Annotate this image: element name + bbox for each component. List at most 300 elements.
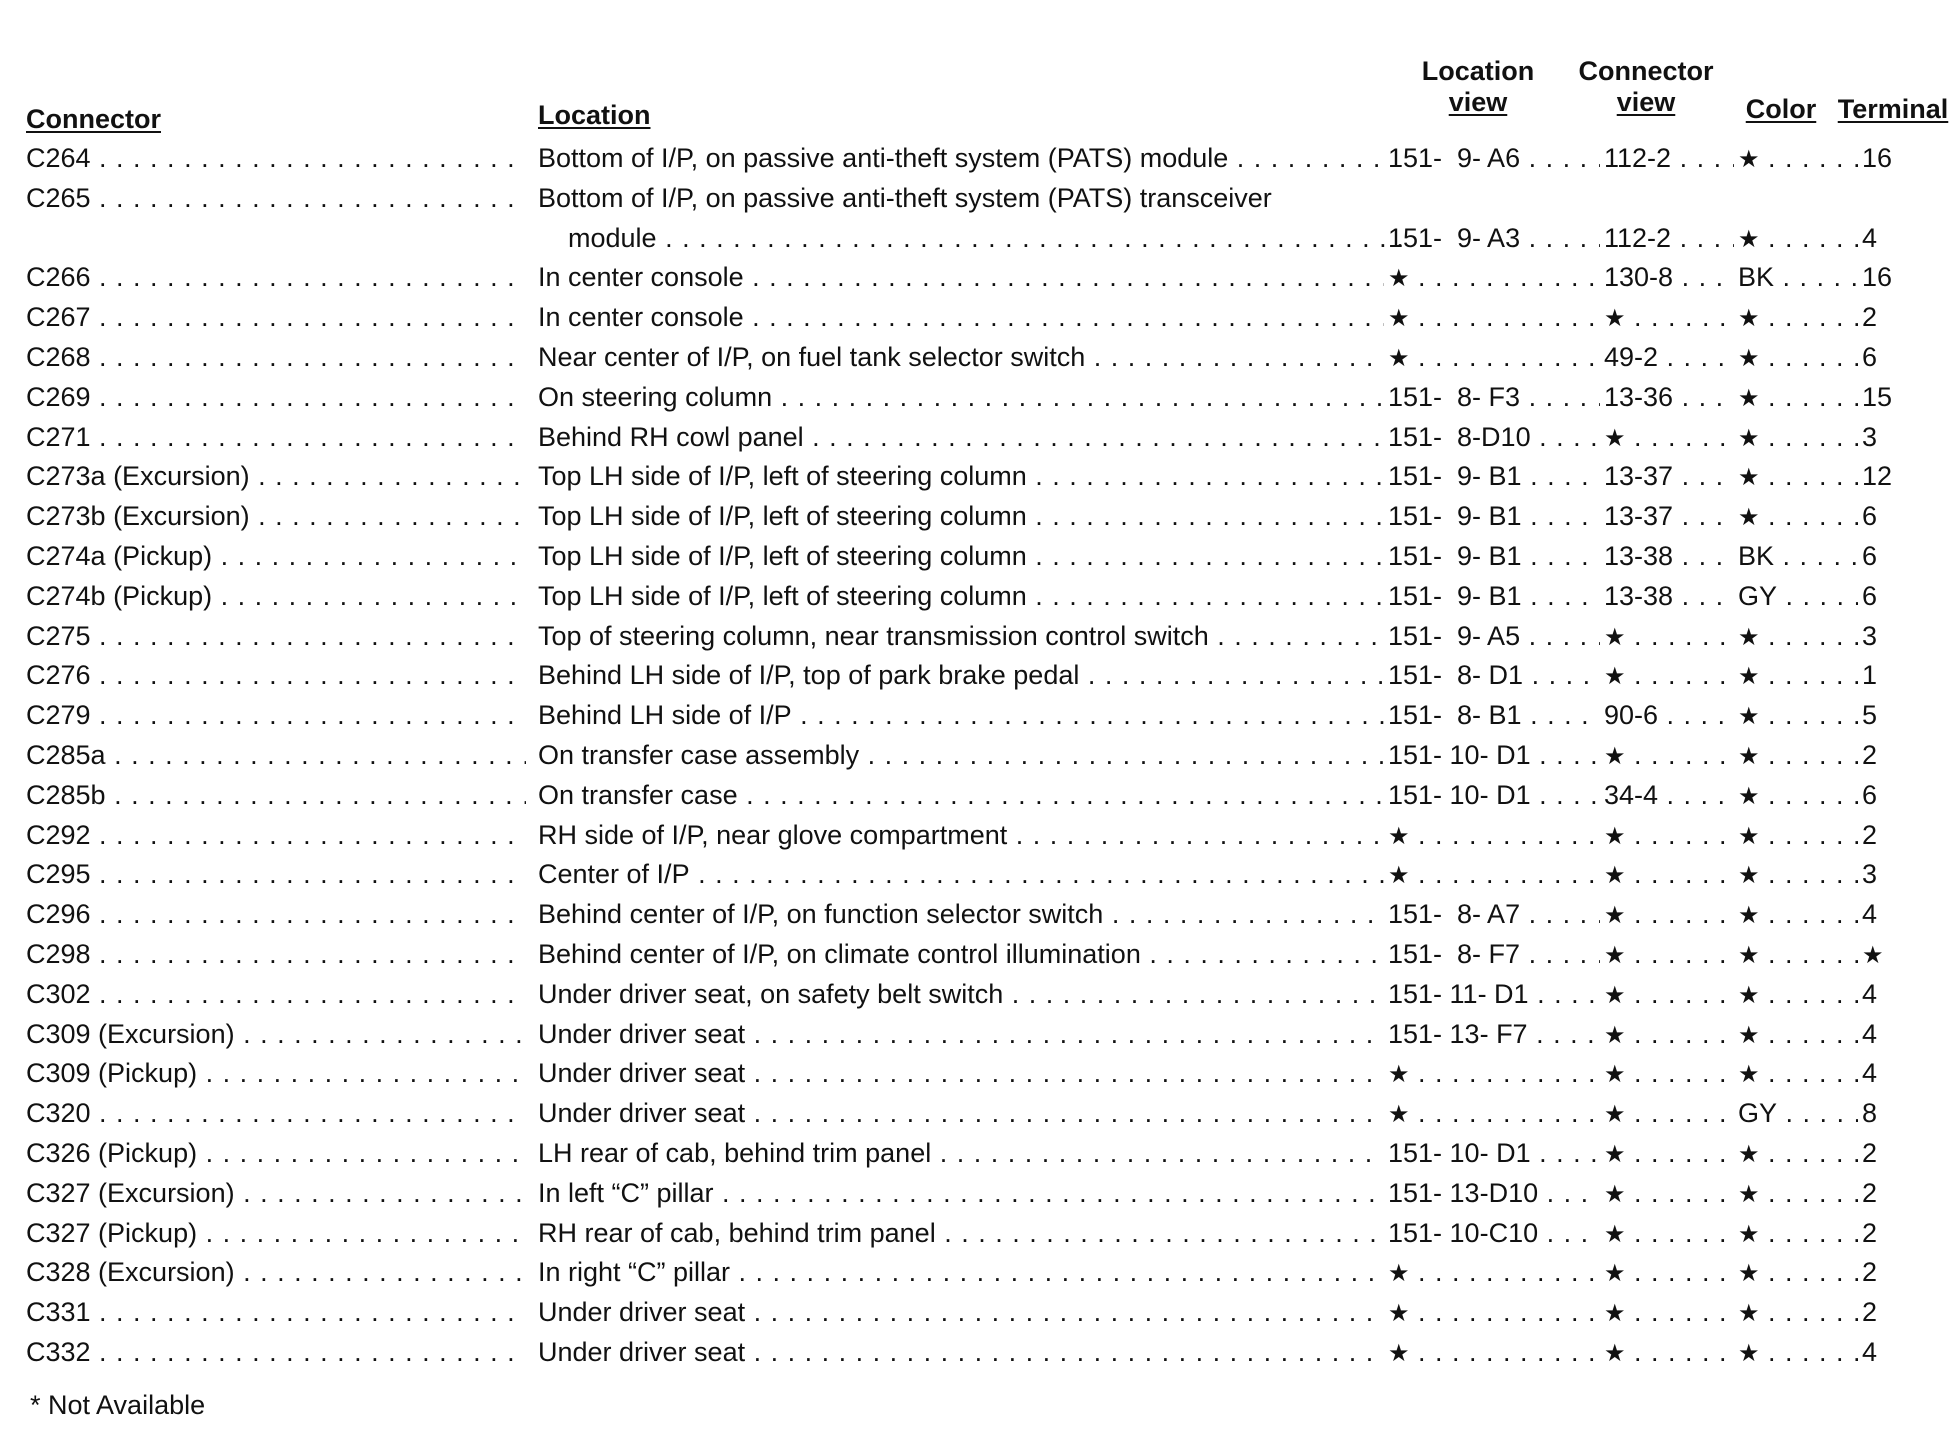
location-description [538, 257, 1384, 297]
wire-color-text: ★ [1738, 1260, 1760, 1287]
connector-id [26, 1292, 526, 1332]
connector-view [1604, 974, 1734, 1014]
wire-color-text: ★ [1738, 862, 1760, 889]
location-text: LH rear of cab, behind trim panel [538, 1138, 932, 1168]
terminal-count [1862, 417, 1922, 457]
location-description [538, 138, 1384, 178]
connector-id [26, 536, 526, 576]
connector-id [26, 854, 526, 894]
terminal-count-text: 2 [1862, 1218, 1878, 1248]
location-view-text: ★ [1388, 1300, 1410, 1327]
table-row [0, 735, 1958, 775]
connector-view [1604, 1093, 1734, 1133]
connector-id [26, 456, 526, 496]
wire-color-text: ★ [1738, 902, 1760, 929]
connector-id [26, 1173, 526, 1213]
location-view [1388, 1332, 1600, 1372]
connector-id-text: C269 [26, 382, 91, 412]
table-row [0, 178, 1958, 218]
connector-view [1604, 536, 1734, 576]
connector-id [26, 178, 526, 218]
connector-view [1604, 815, 1734, 855]
connector-id-text: C327 (Excursion) [26, 1178, 235, 1208]
footnote: * Not Available [30, 1390, 206, 1420]
table-row [0, 616, 1958, 656]
wire-color-text: ★ [1738, 385, 1760, 412]
header-connector [26, 104, 161, 135]
header-location-view-line2: view [1448, 87, 1508, 117]
terminal-count-text: 6 [1862, 581, 1878, 611]
terminal-count [1862, 695, 1922, 735]
terminal-count-text: 6 [1862, 342, 1878, 372]
table-row [0, 655, 1958, 695]
location-text: Top LH side of I/P, left of steering column [538, 461, 1027, 491]
location-description [538, 496, 1384, 536]
location-view-text: ★ [1388, 862, 1410, 889]
location-view-text: 151- 9- A3 [1388, 223, 1521, 253]
location-text: module [568, 223, 657, 253]
wire-color [1738, 934, 1858, 974]
wire-color [1738, 1252, 1858, 1292]
table-row [0, 377, 1958, 417]
wire-color-text: ★ [1738, 146, 1760, 173]
wire-color [1738, 297, 1858, 337]
connector-id-text: C309 (Excursion) [26, 1019, 235, 1049]
location-view-text: 151- 8- F7 [1388, 939, 1521, 969]
terminal-count [1862, 536, 1922, 576]
location-view [1388, 775, 1600, 815]
wire-color-text: ★ [1738, 1300, 1760, 1327]
connector-id-text: C292 [26, 820, 91, 850]
table-row [0, 974, 1958, 1014]
connector-view [1604, 138, 1734, 178]
location-view [1388, 894, 1600, 934]
wire-color-text: ★ [1738, 624, 1760, 651]
connector-view-text: ★ [1604, 305, 1626, 332]
terminal-count-text: 16 [1862, 143, 1893, 173]
connector-view [1604, 1133, 1734, 1173]
wire-color [1738, 1332, 1858, 1372]
table-row [0, 1014, 1958, 1054]
wire-color [1738, 616, 1858, 656]
wire-color-text: ★ [1738, 1022, 1760, 1049]
terminal-count [1862, 1133, 1922, 1173]
connector-view-text: 13-37 [1604, 501, 1674, 531]
wire-color [1738, 1053, 1858, 1093]
connector-view-text: 34-4 [1604, 780, 1659, 810]
location-view [1388, 1014, 1600, 1054]
terminal-count [1862, 815, 1922, 855]
terminal-count-text: 2 [1862, 820, 1878, 850]
table-row [0, 775, 1958, 815]
location-description [538, 456, 1384, 496]
connector-view-text: ★ [1604, 1061, 1626, 1088]
location-view [1388, 337, 1600, 377]
wire-color [1738, 417, 1858, 457]
connector-view [1604, 616, 1734, 656]
wire-color-text: ★ [1738, 464, 1760, 491]
connector-view [1604, 1173, 1734, 1213]
terminal-count-text: 2 [1862, 1178, 1878, 1208]
location-description [538, 1014, 1384, 1054]
connector-id-text: C309 (Pickup) [26, 1058, 198, 1088]
table-row [0, 815, 1958, 855]
connector-id [26, 297, 526, 337]
location-description [538, 536, 1384, 576]
wire-color [1738, 138, 1858, 178]
terminal-count [1862, 1292, 1922, 1332]
connector-view-text: ★ [1604, 982, 1626, 1009]
terminal-count [1862, 1053, 1922, 1093]
wire-color-text: ★ [1738, 1141, 1760, 1168]
connector-id-text: C273b (Excursion) [26, 501, 250, 531]
location-view [1388, 815, 1600, 855]
wire-color [1738, 1173, 1858, 1213]
connector-id-text: C302 [26, 979, 91, 1009]
wire-color-text: GY [1738, 1098, 1778, 1128]
header-connector-view-line2: view [1616, 87, 1676, 117]
wire-color-text: BK [1738, 541, 1775, 571]
terminal-count-text: 3 [1862, 621, 1878, 651]
location-text: In left “C” pillar [538, 1178, 714, 1208]
connector-view [1604, 695, 1734, 735]
terminal-count [1862, 1173, 1922, 1213]
connector-view-text: ★ [1604, 663, 1626, 690]
terminal-count-text: 3 [1862, 859, 1878, 889]
connector-id [26, 616, 526, 656]
wire-color-text: ★ [1738, 504, 1760, 531]
connector-view [1604, 297, 1734, 337]
connector-view-text: 13-38 [1604, 541, 1674, 571]
table-row [0, 456, 1958, 496]
connector-id-text: C327 (Pickup) [26, 1218, 198, 1248]
connector-view-text: 112-2 [1604, 223, 1672, 253]
location-view [1388, 974, 1600, 1014]
connector-view-text: ★ [1604, 1141, 1626, 1168]
connector-id-text: C285a [26, 740, 106, 770]
location-view [1388, 496, 1600, 536]
location-view [1388, 1173, 1600, 1213]
terminal-count [1862, 934, 1922, 974]
terminal-count-text: 16 [1862, 262, 1893, 292]
terminal-count [1862, 576, 1922, 616]
connector-view-text: ★ [1604, 1221, 1626, 1248]
location-text: Under driver seat [538, 1019, 746, 1049]
location-view-text: ★ [1388, 345, 1410, 372]
connector-view-text: 13-38 [1604, 581, 1674, 611]
header-color-label: Color [1745, 94, 1817, 124]
location-description [538, 337, 1384, 377]
location-text: Top LH side of I/P, left of steering column [538, 541, 1027, 571]
terminal-count-text: 12 [1862, 461, 1893, 491]
terminal-count [1862, 894, 1922, 934]
wire-color [1738, 1292, 1858, 1332]
terminal-count-text: 4 [1862, 899, 1878, 929]
connector-view [1604, 1213, 1734, 1253]
connector-id-text: C274a (Pickup) [26, 541, 213, 571]
terminal-count-text: 1 [1862, 660, 1878, 690]
location-description [538, 576, 1384, 616]
location-text: Behind center of I/P, on function selector switch [538, 899, 1104, 929]
wire-color [1738, 1014, 1858, 1054]
location-view-text: ★ [1388, 305, 1410, 332]
table-row [0, 1093, 1958, 1133]
terminal-count-text: 6 [1862, 780, 1878, 810]
terminal-count-text: 15 [1862, 382, 1893, 412]
wire-color-text: ★ [1738, 663, 1760, 690]
location-view-text: 151- 9- B1 [1388, 501, 1522, 531]
terminal-count-text: 2 [1862, 1297, 1878, 1327]
terminal-count-text: 2 [1862, 740, 1878, 770]
connector-id-text: C275 [26, 621, 91, 651]
connector-view-text: 130-8 [1604, 262, 1674, 292]
connector-id-text: C274b (Pickup) [26, 581, 213, 611]
wire-color [1738, 1133, 1858, 1173]
location-text: RH rear of cab, behind trim panel [538, 1218, 936, 1248]
connector-view [1604, 218, 1734, 258]
terminal-count [1862, 178, 1922, 218]
wire-color-text: ★ [1738, 1340, 1760, 1367]
table-row [0, 297, 1958, 337]
terminal-count [1862, 1252, 1922, 1292]
terminal-count [1862, 735, 1922, 775]
terminal-count [1862, 337, 1922, 377]
terminal-count-text: 2 [1862, 1257, 1878, 1287]
location-text: Under driver seat [538, 1098, 746, 1128]
location-text: Under driver seat [538, 1337, 746, 1367]
location-text: Under driver seat, on safety belt switch [538, 979, 1004, 1009]
terminal-count [1862, 854, 1922, 894]
header-connector-view [1566, 56, 1726, 118]
table-row [0, 1053, 1958, 1093]
wire-color [1738, 496, 1858, 536]
location-description [538, 1252, 1384, 1292]
connector-id [26, 775, 526, 815]
location-view [1388, 616, 1600, 656]
location-view [1388, 1133, 1600, 1173]
header-location [538, 100, 651, 131]
connector-view [1604, 1332, 1734, 1372]
terminal-count [1862, 297, 1922, 337]
header-color [1736, 94, 1826, 125]
table-row [0, 536, 1958, 576]
location-view [1388, 456, 1600, 496]
location-view-text: 151- 11- D1 [1388, 979, 1529, 1009]
location-description [538, 655, 1384, 695]
wire-color-text: ★ [1738, 823, 1760, 850]
connector-id-text: C332 [26, 1337, 91, 1367]
connector-id [26, 974, 526, 1014]
table-row [0, 894, 1958, 934]
wire-color-text: ★ [1738, 226, 1760, 253]
location-description [538, 1053, 1384, 1093]
connector-view [1604, 854, 1734, 894]
terminal-count [1862, 974, 1922, 1014]
terminal-count [1862, 1213, 1922, 1253]
location-view [1388, 377, 1600, 417]
connector-view-text: ★ [1604, 823, 1626, 850]
location-view [1388, 257, 1600, 297]
location-view-text: 151- 13-D10 [1388, 1178, 1539, 1208]
wire-color-text: ★ [1738, 783, 1760, 810]
wire-color [1738, 536, 1858, 576]
terminal-count [1862, 775, 1922, 815]
connector-view [1604, 377, 1734, 417]
connector-id [26, 1213, 526, 1253]
header-location-view [1398, 56, 1558, 118]
location-text: Near center of I/P, on fuel tank selector switch [538, 342, 1086, 372]
wire-color [1738, 178, 1858, 218]
table-row [0, 1213, 1958, 1253]
connector-view [1604, 894, 1734, 934]
connector-view [1604, 655, 1734, 695]
terminal-count [1862, 496, 1922, 536]
wire-color-text: ★ [1738, 305, 1760, 332]
table-row [0, 1332, 1958, 1372]
connector-view-text: ★ [1604, 624, 1626, 651]
location-text: RH side of I/P, near glove compartment [538, 820, 1008, 850]
location-view [1388, 735, 1600, 775]
connector-view-text: ★ [1604, 1181, 1626, 1208]
connector-view [1604, 337, 1734, 377]
connector-view-text: ★ [1604, 1260, 1626, 1287]
wire-color-text: ★ [1738, 703, 1760, 730]
location-description [538, 775, 1384, 815]
location-text: Bottom of I/P, on passive anti-theft system (PATS) module [538, 143, 1229, 173]
location-view-text: 151- 9- B1 [1388, 581, 1522, 611]
wire-color [1738, 854, 1858, 894]
connector-view-text: 49-2 [1604, 342, 1659, 372]
connector-view [1604, 735, 1734, 775]
connector-id [26, 655, 526, 695]
location-view [1388, 1252, 1600, 1292]
terminal-count [1862, 655, 1922, 695]
wire-color [1738, 1093, 1858, 1133]
connector-view [1604, 1053, 1734, 1093]
wire-color-text: ★ [1738, 1061, 1760, 1088]
wire-color-text: ★ [1738, 425, 1760, 452]
wire-color [1738, 894, 1858, 934]
connector-view [1604, 576, 1734, 616]
location-description [538, 417, 1384, 457]
wire-color-text: GY [1738, 581, 1778, 611]
location-view-text: 151- 8-D10 [1388, 422, 1531, 452]
location-view [1388, 934, 1600, 974]
connector-id [26, 1053, 526, 1093]
location-view [1388, 1213, 1600, 1253]
connector-view-text: ★ [1604, 1300, 1626, 1327]
connector-id [26, 1014, 526, 1054]
connector-view-text: 112-2 [1604, 143, 1672, 173]
terminal-count [1862, 257, 1922, 297]
wire-color [1738, 576, 1858, 616]
wire-color [1738, 775, 1858, 815]
header-connector-label: Connector [26, 104, 161, 134]
wire-color [1738, 815, 1858, 855]
location-text: Behind RH cowl panel [538, 422, 804, 452]
connector-id [26, 337, 526, 377]
table-row [0, 257, 1958, 297]
connector-id-text: C320 [26, 1098, 91, 1128]
table-row [0, 1173, 1958, 1213]
connector-id [26, 1332, 526, 1372]
location-description [538, 1213, 1384, 1253]
header-terminal-label: Terminal [1837, 94, 1949, 124]
location-view-text: 151- 8- F3 [1388, 382, 1521, 412]
wire-color-text: ★ [1738, 1221, 1760, 1248]
terminal-count-text: 5 [1862, 700, 1878, 730]
terminal-count-text: 8 [1862, 1098, 1878, 1128]
table-row [0, 695, 1958, 735]
wire-color [1738, 655, 1858, 695]
terminal-count-text: 3 [1862, 422, 1878, 452]
location-view [1388, 1053, 1600, 1093]
wire-color-text: BK [1738, 262, 1775, 292]
connector-id [26, 576, 526, 616]
location-description [538, 815, 1384, 855]
wire-color [1738, 695, 1858, 735]
location-view-text: 151- 9- A5 [1388, 621, 1521, 651]
terminal-count-text: 4 [1862, 1337, 1878, 1367]
connector-id-text: C296 [26, 899, 91, 929]
connector-id-text: C279 [26, 700, 91, 730]
connector-view-text: ★ [1604, 1340, 1626, 1367]
location-view [1388, 178, 1600, 218]
location-view-text: 151- 10- D1 [1388, 780, 1531, 810]
location-description [538, 178, 1384, 218]
wire-color-text: ★ [1738, 982, 1760, 1009]
wire-color [1738, 218, 1858, 258]
terminal-count-text: ★ [1862, 942, 1884, 969]
terminal-count [1862, 1332, 1922, 1372]
location-view [1388, 218, 1600, 258]
connector-view [1604, 496, 1734, 536]
table-row [0, 1133, 1958, 1173]
wire-color-text: ★ [1738, 1181, 1760, 1208]
table-row [0, 1292, 1958, 1332]
location-view [1388, 1292, 1600, 1332]
location-view [1388, 297, 1600, 337]
wire-color [1738, 377, 1858, 417]
terminal-count-text: 6 [1862, 541, 1878, 571]
connector-view-text: ★ [1604, 1101, 1626, 1128]
location-view-text: 151- 10- D1 [1388, 740, 1531, 770]
table-row [0, 417, 1958, 457]
wire-color [1738, 1213, 1858, 1253]
connector-id [26, 1133, 526, 1173]
header-terminal [1834, 94, 1952, 125]
location-description [538, 934, 1384, 974]
terminal-count [1862, 1093, 1922, 1133]
connector-id-text: C276 [26, 660, 91, 690]
connector-id [26, 417, 526, 457]
terminal-count [1862, 138, 1922, 178]
connector-id [26, 735, 526, 775]
terminal-count-text: 2 [1862, 1138, 1878, 1168]
connector-id [26, 496, 526, 536]
location-text: Behind LH side of I/P [538, 700, 792, 730]
connector-id [26, 257, 526, 297]
table-row [0, 1252, 1958, 1292]
location-text: In center console [538, 262, 744, 292]
connector-view-text: 13-37 [1604, 461, 1674, 491]
location-text: Bottom of I/P, on passive anti-theft system (PATS) transceiver [538, 183, 1272, 213]
connector-id-text: C298 [26, 939, 91, 969]
location-view [1388, 417, 1600, 457]
location-description [538, 974, 1384, 1014]
wire-color [1738, 735, 1858, 775]
table-row [0, 337, 1958, 377]
